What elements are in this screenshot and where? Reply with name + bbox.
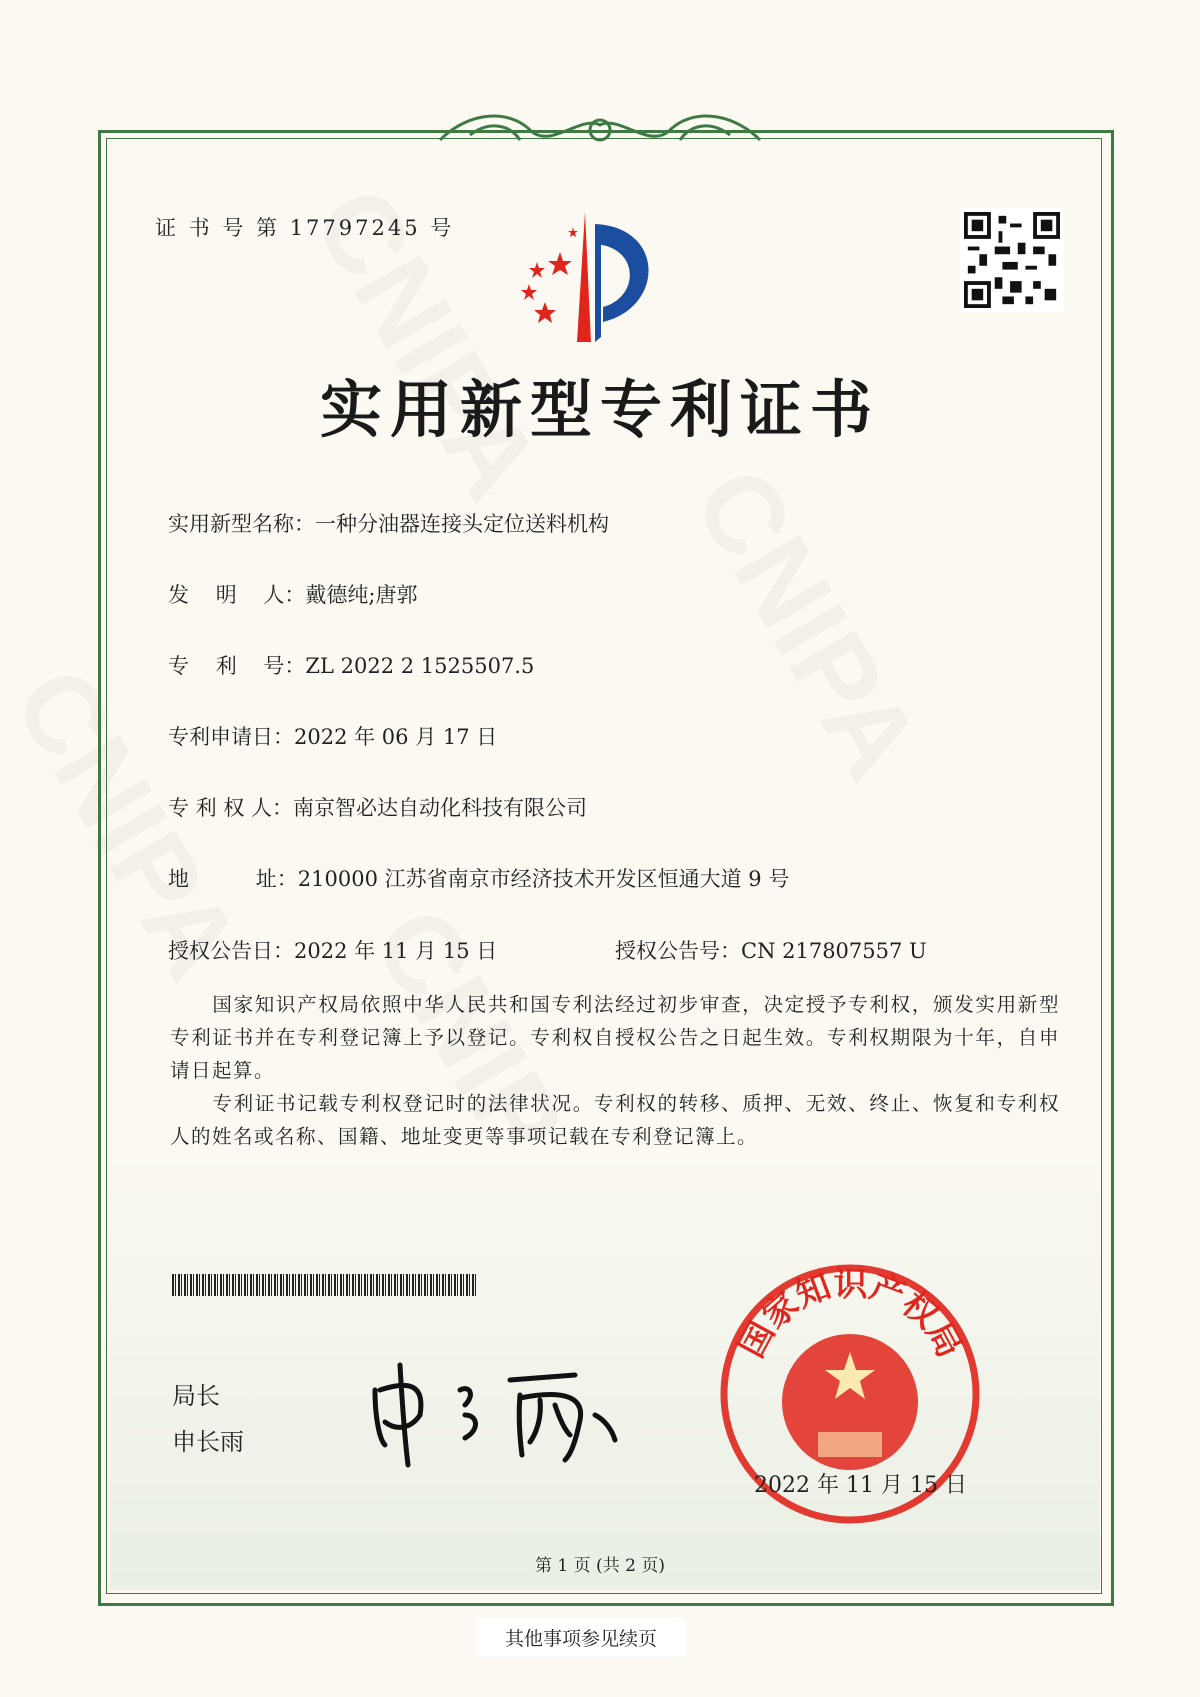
continued-note: 其他事项参见续页 bbox=[476, 1618, 686, 1657]
director-name: 申长雨 bbox=[172, 1428, 244, 1456]
barcode bbox=[172, 1274, 477, 1296]
field-announcement-number bbox=[615, 935, 927, 965]
field-patentee bbox=[168, 792, 587, 822]
field-label: 授权公告日： bbox=[168, 939, 294, 963]
field-value: 210000 江苏省南京市经济技术开发区恒通大道 9 号 bbox=[297, 867, 790, 891]
seal-text: 国家知识产权局 bbox=[731, 1264, 970, 1365]
signature bbox=[370, 1360, 620, 1470]
field-label: 专 利 号： bbox=[168, 654, 306, 678]
field-application-date bbox=[168, 721, 497, 751]
director-title: 局长 bbox=[172, 1382, 220, 1410]
field-grant-date bbox=[168, 935, 497, 965]
paragraph-legal-status: 专利证书记载专利权登记时的法律状况。专利权的转移、质押、无效、终止、恢复和专利权人的姓名或名称、国籍、地址变更等事项记载在专利登记簿上。 bbox=[170, 1092, 1060, 1148]
field-utility-model-name bbox=[168, 508, 609, 538]
field-value: 2022 年 11 月 15 日 bbox=[294, 939, 498, 963]
field-label: 专 利 权 人： bbox=[168, 796, 294, 820]
qr-code[interactable] bbox=[960, 208, 1064, 312]
field-label: 实用新型名称： bbox=[168, 512, 315, 536]
field-value: CN 217807557 U bbox=[741, 939, 927, 963]
paragraph-grant: 国家知识产权局依照中华人民共和国专利法经过初步审查，决定授予专利权，颁发实用新型专利证书并在专利登记簿上予以登记。专利权自授权公告之日起生效。专利权期限为十年，自申请日起算。 bbox=[170, 993, 1060, 1082]
field-value: 一种分油器连接头定位送料机构 bbox=[315, 512, 609, 536]
page-title: 实用新型专利证书 bbox=[319, 373, 880, 446]
cnipa-logo bbox=[515, 212, 695, 347]
field-value: ZL 2022 2 1525507.5 bbox=[305, 654, 535, 678]
seal-date: 2022 年 11 月 15 日 bbox=[754, 1473, 967, 1498]
field-value: 戴德纯;唐郭 bbox=[305, 583, 418, 607]
field-address bbox=[168, 863, 789, 893]
field-label: 地 址： bbox=[168, 867, 298, 891]
ornament-top bbox=[430, 105, 770, 155]
field-value: 2022 年 06 月 17 日 bbox=[294, 725, 498, 749]
page-indicator: 第 1 页 (共 2 页) bbox=[535, 1556, 665, 1576]
field-label: 发 明 人： bbox=[168, 583, 306, 607]
field-value: 南京智必达自动化科技有限公司 bbox=[293, 796, 588, 820]
certificate-number: 证 书 号 第 17797245 号 bbox=[155, 216, 455, 240]
field-label: 授权公告号： bbox=[615, 939, 741, 963]
field-inventor bbox=[168, 579, 417, 609]
field-patent-number bbox=[168, 650, 534, 680]
field-label: 专利申请日： bbox=[168, 725, 294, 749]
